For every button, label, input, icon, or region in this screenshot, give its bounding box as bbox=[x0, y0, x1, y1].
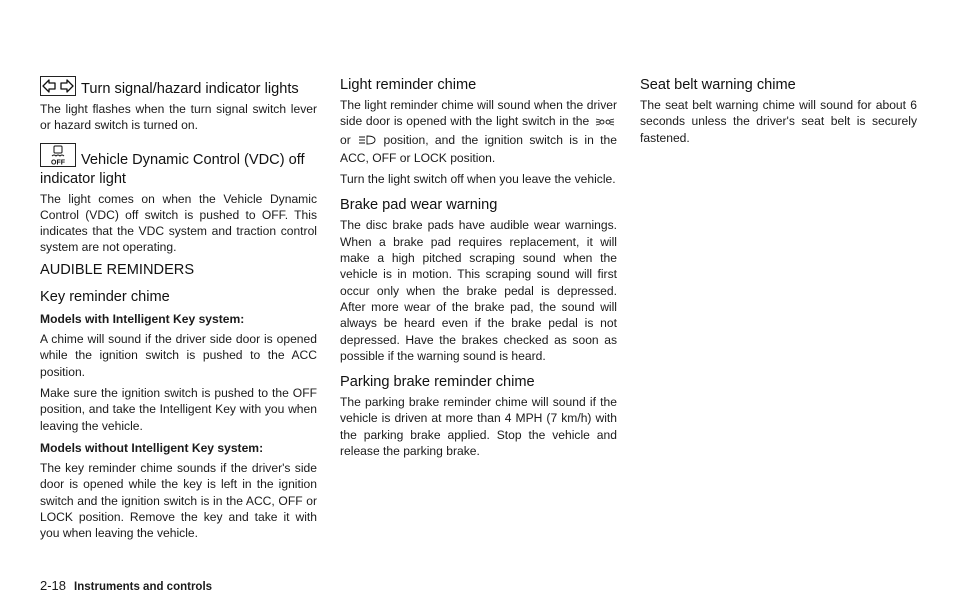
parking-brake-heading: Parking brake reminder chime bbox=[340, 374, 535, 391]
vdc-off-icon-text: OFF bbox=[51, 159, 65, 166]
vdc-body: The light comes on when the Vehicle Dynamic Control (VDC) off switch is pushed to OFF. This indicates that the VDC system and traction control system are not operating. bbox=[40, 191, 317, 255]
turn-signal-heading bbox=[40, 76, 317, 99]
without-intelligent-key-subheading: Models without Intelligent Key system: bbox=[40, 440, 264, 455]
vdc-off-icon bbox=[40, 143, 76, 167]
column-2 bbox=[340, 76, 617, 464]
vdc-heading-text: Vehicle Dynamic Control (VDC) off indicator light bbox=[40, 151, 305, 187]
light-reminder-heading: Light reminder chime bbox=[340, 77, 477, 93]
turn-signal-heading-text: Turn signal/hazard indicator lights bbox=[81, 81, 299, 97]
light-reminder-text-a: The light reminder chime will sound when the driver side door is opened with the light switch in the bbox=[340, 98, 617, 129]
turn-signal-body: The light flashes when the turn signal switch lever or hazard switch is turned on. bbox=[40, 102, 317, 133]
column-3 bbox=[640, 76, 917, 151]
light-reminder-or: or bbox=[340, 132, 351, 147]
without-key-paragraph-1: The key reminder chime sounds if the driver's side door is opened while the key is left in the ignition switch and the ignition switch is in the ACC, OFF or LOCK position. Remove the key and take it with you when leaving the vehicle. bbox=[40, 461, 317, 541]
headlight-icon bbox=[357, 134, 377, 150]
column-1 bbox=[40, 76, 317, 547]
with-key-paragraph-1: A chime will sound if the driver side door is opened while the ignition switch is pushed to the ACC position. bbox=[40, 332, 317, 379]
brake-pad-heading: Brake pad wear warning bbox=[340, 197, 498, 214]
page-footer bbox=[40, 578, 212, 593]
seat-belt-heading: Seat belt warning chime bbox=[640, 77, 796, 93]
with-key-paragraph-2: Make sure the ignition switch is pushed to the OFF position, and take the Intelligent Key with you when leaving the vehicle. bbox=[40, 385, 317, 433]
vdc-heading bbox=[40, 143, 317, 189]
light-reminder-paragraph-2: Turn the light switch off when you leave the vehicle. bbox=[340, 172, 616, 187]
parking-lights-icon bbox=[593, 115, 617, 131]
parking-brake-body: The parking brake reminder chime will sound if the vehicle is driven at more than 4 MPH (7 km/h) with the parking brake applied. Stop the vehicle and release the parking brake. bbox=[340, 395, 617, 459]
light-reminder-paragraph-1 bbox=[340, 97, 617, 166]
turn-signal-arrows-icon bbox=[40, 76, 76, 96]
audible-reminders-heading: AUDIBLE REMINDERS bbox=[40, 261, 195, 278]
seat-belt-body: The seat belt warning chime will sound for about 6 seconds unless the driver's seat belt is securely fastened. bbox=[640, 98, 917, 145]
with-intelligent-key-subheading: Models with Intelligent Key system: bbox=[40, 311, 245, 326]
section-title: Instruments and controls bbox=[74, 581, 213, 593]
brake-pad-body: The disc brake pads have audible wear warnings. When a brake pad requires replacement, it will make a high pitched scraping sound when the vehicle is in motion. This scraping sound will first occur only when the brake pedal is depressed. After more wear of the brake pad, the sound will always be heard even if the brake pedal is not depressed. Have the brakes checked as soon as possible if the warning sound is heard. bbox=[340, 218, 617, 363]
key-reminder-heading: Key reminder chime bbox=[40, 288, 170, 305]
light-reminder-text-b: position, and the ignition switch is in the ACC, OFF or LOCK position. bbox=[340, 132, 617, 165]
page-number: 2-18 bbox=[40, 578, 67, 593]
